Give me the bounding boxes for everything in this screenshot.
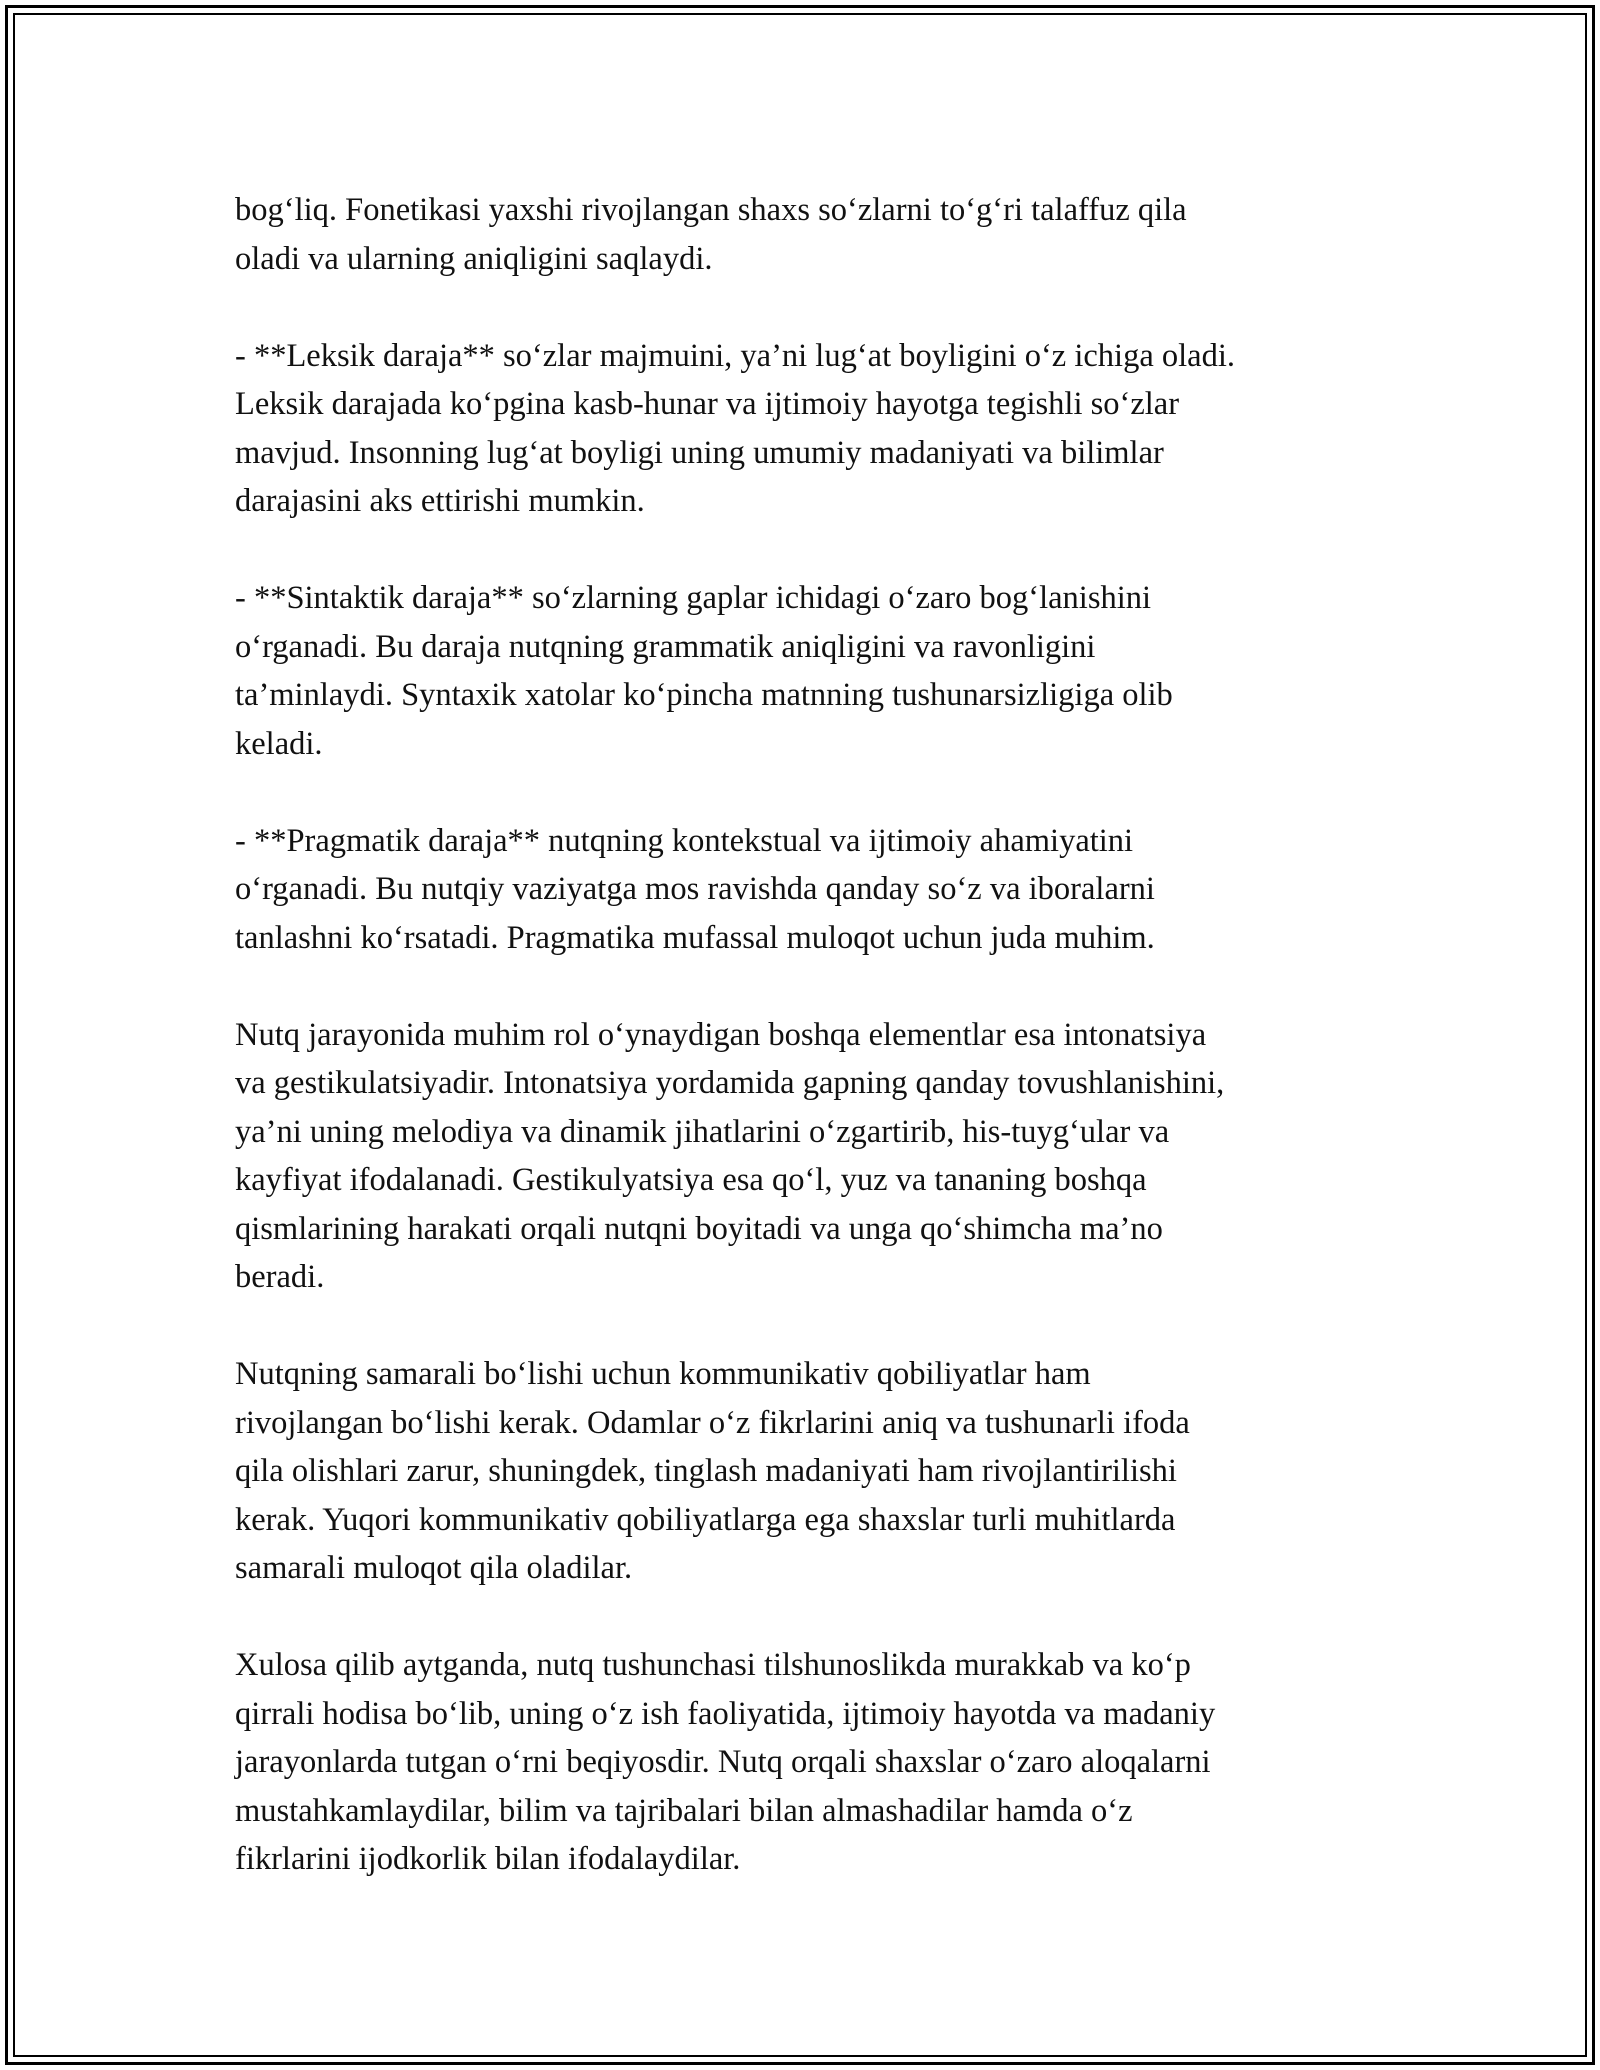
paragraph-intonation-gesticulation: Nutq jarayonida muhim rol o‘ynaydigan boshqa elementlar esa intonatsiya va gestikulatsiyadir. Intonatsiya yordamida gapning qanday tovushlanishini, ya’ni uning melodiya va dinamik jihatlarini o‘zgartirib, his-tuyg‘ular va kayfiyat ifodalanadi. Gestikulyatsiya esa qo‘l, yuz va tananing boshqa qismlarining harakati orqali nutqni boyitadi va unga qo‘shimcha ma’no beradi.: [235, 1016, 1225, 1295]
paragraph-pragmatic-level: - **Pragmatik daraja** nutqning kontekstual va ijtimoiy ahamiyatini o‘rganadi. Bu nutqiy vaziyatga mos ravishda qanday so‘z va iboralarni tanlashni ko‘rsatadi. Pragmatika mufassal muloqot uchun juda muhim.: [235, 822, 1155, 956]
document-body: [235, 186, 1385, 1932]
paragraph-syntactic-level: - **Sintaktik daraja** so‘zlarning gaplar ichidagi o‘zaro bog‘lanishini o‘rganadi. Bu daraja nutqning grammatik aniqligini va ravonligini ta’minlaydi. Syntaxik xatolar ko‘pincha matnning tushunarsizligiga olib keladi.: [235, 580, 1173, 762]
paragraph-phonetics-continuation: bog‘liq. Fonetikasi yaxshi rivojlangan shaxs so‘zlarni to‘g‘ri talaffuz qila oladi va ularning aniqligini saqlaydi.: [235, 192, 1187, 277]
paragraph-communicative-skills: Nutqning samarali bo‘lishi uchun kommunikativ qobiliyatlar ham rivojlangan bo‘lishi kerak. Odamlar o‘z fikrlarini aniq va tushunarli ifoda qila olishlari zarur, shuningdek, tinglash madaniyati ham rivojlantirilishi kerak. Yuqori kommunikativ qobiliyatlarga ega shaxslar turli muhitlarda samarali muloqot qila oladilar.: [235, 1356, 1190, 1586]
paragraph-lexical-level: - **Leksik daraja** so‘zlar majmuini, ya’ni lug‘at boyligini o‘z ichiga oladi. Leksik darajada ko‘pgina kasb-hunar va ijtimoiy hayotga tegishli so‘zlar mavjud. Insonning lug‘at boyligi uning umumiy madaniyati va bilimlar darajasini aks ettirishi mumkin.: [235, 337, 1235, 519]
paragraph-conclusion: Xulosa qilib aytganda, nutq tushunchasi tilshunoslikda murakkab va ko‘p qirrali hodisa bo‘lib, uning o‘z ish faoliyatida, ijtimoiy hayotda va madaniy jarayonlarda tutgan o‘rni beqiyosdir. Nutq orqali shaxslar o‘zaro aloqalarni mustahkamlaydilar, bilim va tajribalari bilan almashadilar hamda o‘z fikrlarini ijodkorlik bilan ifodalaydilar.: [235, 1647, 1216, 1877]
